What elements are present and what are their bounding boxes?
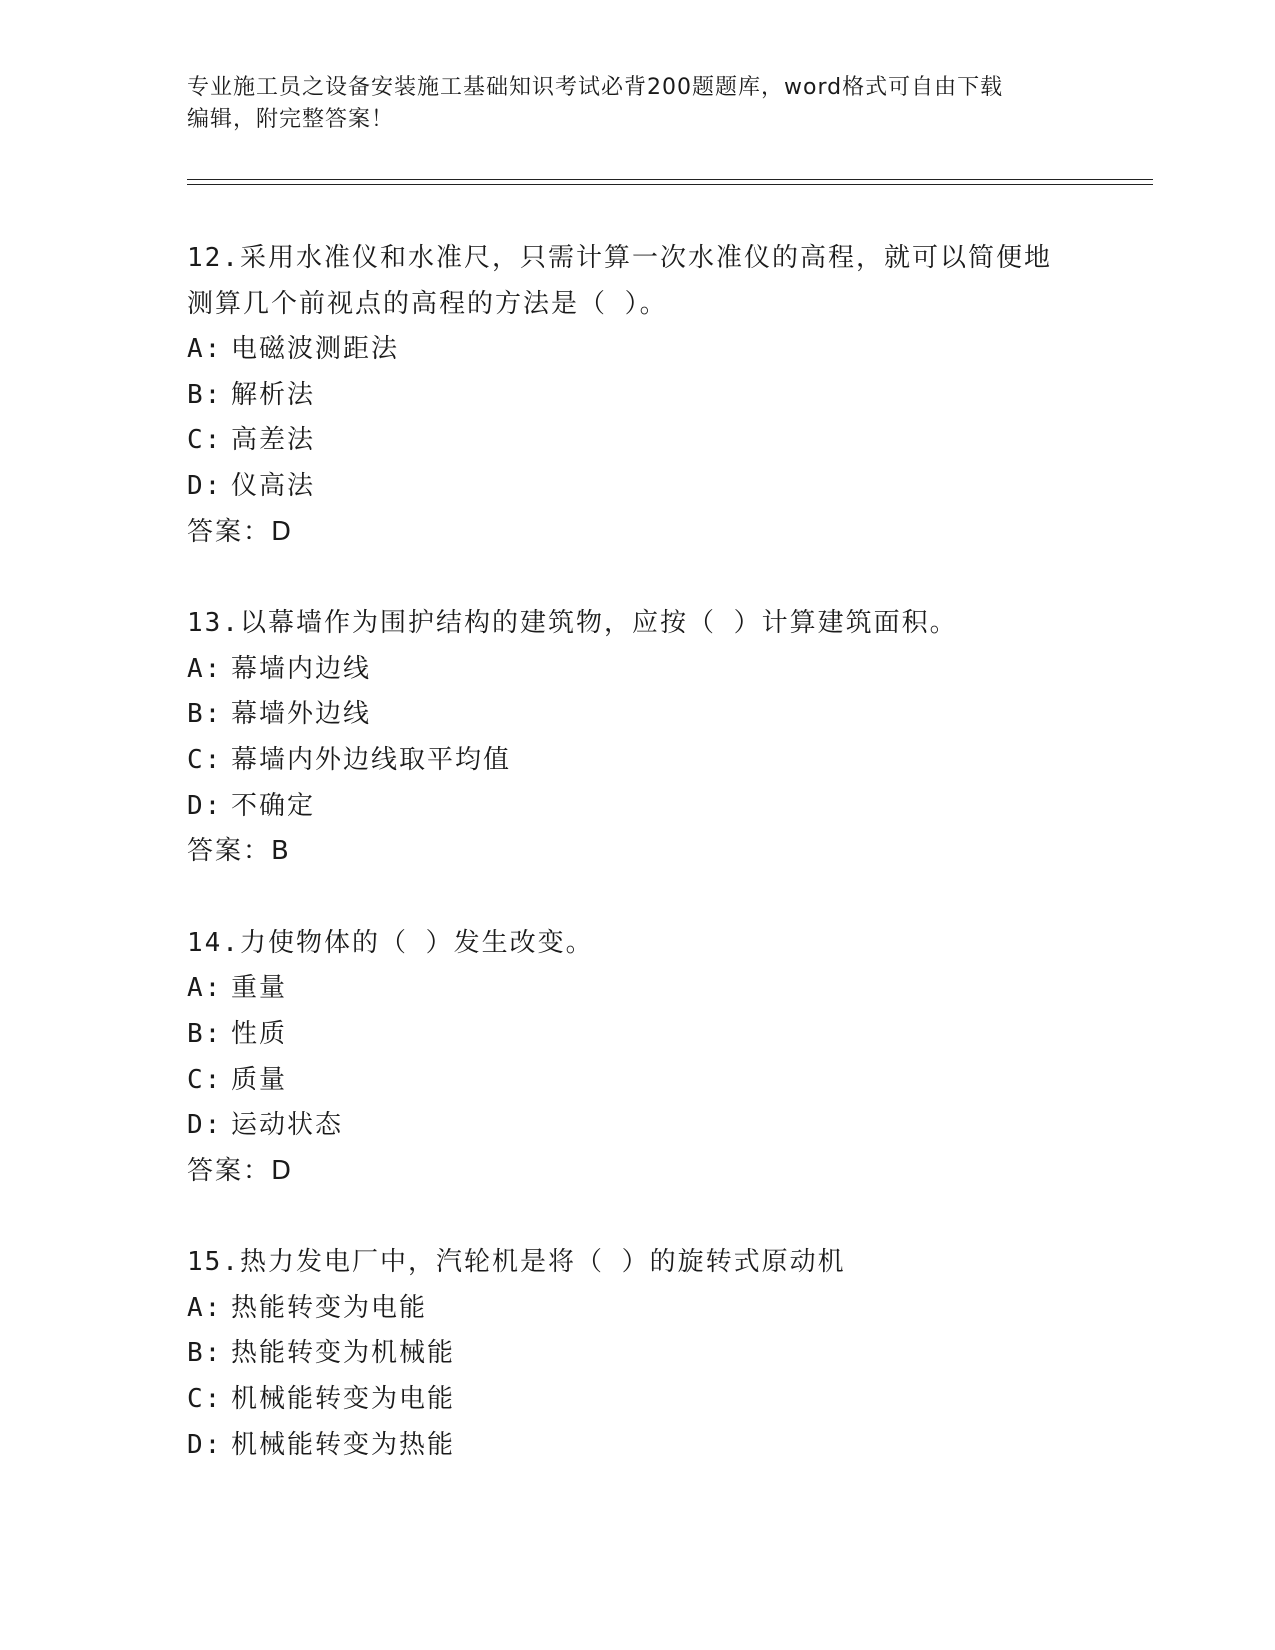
option-c	[187, 1377, 1087, 1423]
option-letter: D:	[187, 470, 223, 501]
question-text: 12.采用水准仪和水准尺，只需计算一次水准仪的高程，就可以简便地	[187, 243, 1052, 273]
option-letter: B:	[187, 1018, 223, 1049]
option-text: 热能转变为电能	[231, 1292, 428, 1323]
option-text: 机械能转变为热能	[231, 1429, 456, 1460]
option-text: 解析法	[231, 379, 316, 410]
option-letter: C:	[187, 1384, 223, 1415]
question-text: 测算几个前视点的高程的方法是（ ）。	[187, 288, 668, 319]
option-c	[187, 1058, 1087, 1104]
option-b	[187, 1012, 1087, 1058]
option-text: 仪高法	[231, 470, 316, 501]
question-15	[187, 1240, 1087, 1468]
option-letter: D:	[187, 1429, 223, 1460]
option-text: 幕墙内外边线取平均值	[231, 744, 512, 775]
option-a	[187, 1286, 1087, 1332]
option-text: 机械能转变为电能	[231, 1384, 456, 1415]
option-b	[187, 373, 1087, 419]
question-12	[187, 236, 1087, 555]
question-13	[187, 601, 1087, 875]
option-c	[187, 418, 1087, 464]
option-d	[187, 784, 1087, 830]
option-letter: C:	[187, 744, 223, 775]
option-letter: B:	[187, 699, 223, 730]
option-b	[187, 1331, 1087, 1377]
option-letter: A:	[187, 334, 223, 365]
option-text: 电磁波测距法	[231, 334, 400, 365]
option-letter: A:	[187, 1292, 223, 1323]
option-d	[187, 464, 1087, 510]
option-letter: B:	[187, 1338, 223, 1369]
page-header	[187, 72, 1067, 136]
answer-line: 答案：B	[187, 836, 291, 867]
option-text: 运动状态	[231, 1110, 344, 1141]
header-divider-bottom	[187, 184, 1153, 185]
option-a	[187, 966, 1087, 1012]
question-text: 14.力使物体的（ ）发生改变。	[187, 927, 594, 958]
option-a	[187, 327, 1087, 373]
option-letter: C:	[187, 1064, 223, 1095]
option-letter: C:	[187, 425, 223, 456]
option-text: 不确定	[231, 790, 316, 821]
option-text: 性质	[231, 1018, 288, 1049]
option-c	[187, 738, 1087, 784]
answer-line: 答案：D	[187, 516, 294, 547]
header-line-2: 编辑，附完整答案！	[187, 107, 395, 132]
option-text: 质量	[231, 1064, 288, 1095]
option-text: 热能转变为机械能	[231, 1338, 456, 1369]
header-line-1: 专业施工员之设备安装施工基础知识考试必背200题题库，word格式可自由下载	[187, 75, 1004, 100]
option-d	[187, 1103, 1087, 1149]
option-text: 重量	[231, 973, 288, 1004]
question-list	[187, 236, 1087, 1514]
option-letter: D:	[187, 1110, 223, 1141]
option-letter: A:	[187, 653, 223, 684]
option-text: 幕墙内边线	[231, 653, 372, 684]
option-a	[187, 647, 1087, 693]
question-text: 15.热力发电厂中，汽轮机是将（ ）的旋转式原动机	[187, 1247, 846, 1278]
option-text: 幕墙外边线	[231, 699, 372, 730]
option-letter: A:	[187, 973, 223, 1004]
option-d	[187, 1423, 1087, 1469]
question-14	[187, 921, 1087, 1195]
option-letter: B:	[187, 379, 223, 410]
question-text: 13.以幕墙作为围护结构的建筑物，应按（ ）计算建筑面积。	[187, 608, 958, 639]
answer-line: 答案：D	[187, 1155, 294, 1186]
option-text: 高差法	[231, 425, 316, 456]
header-divider-top	[187, 179, 1153, 180]
option-b	[187, 692, 1087, 738]
option-letter: D:	[187, 790, 223, 821]
